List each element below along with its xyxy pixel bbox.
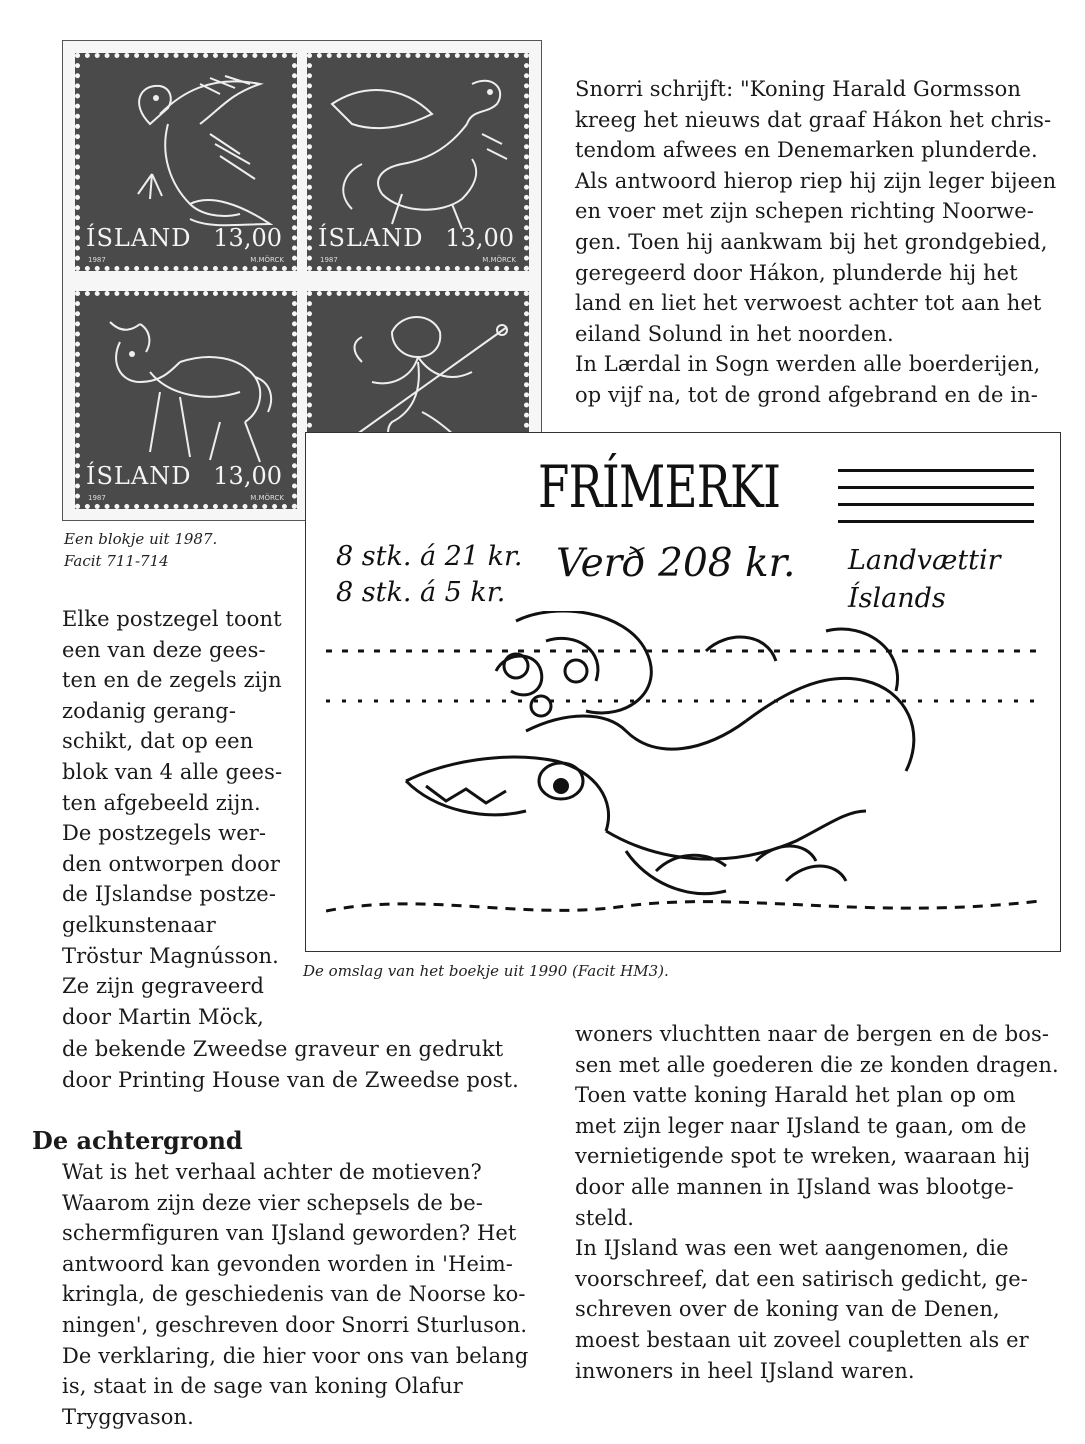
stamp-block-caption: Een blokje uit 1987. Facit 711-714 (64, 530, 218, 570)
cover-quantity-line-1: 8 stk. á 21 kr. (336, 541, 523, 572)
stamp-engraver-label: M.MÖRCK (250, 494, 284, 502)
paragraph-right-bottom: woners vluchtten naar de bergen en de bos- sen met alle goederen die ze konden dragen. Toen vatte koning Harald het plan op om met zijn leger naar IJsland te gaan, om de vernietigende spot te wreken, waaraan hij door alle mannen in IJsland was blootge- steld. In IJsland was een wet aangenomen, die voorschreef, dat een satirisch gedicht, ge- schreven over de koning van de Denen, moest bestaan uit zoveel coupletten als er inwoners in heel IJsland waren. (575, 1022, 1059, 1383)
cover-title: FRÍMERKI (538, 453, 781, 521)
cover-subtitle-line-1: Landvættir (848, 545, 1001, 576)
stamp-value-label: 13,00 (445, 224, 514, 252)
paragraph-left-bottom: Wat is het verhaal achter de motieven? Waarom zijn deze vier schepsels de be- schermfiguren van IJsland geworden? Het antwoord kan gevonden worden in 'Heim- kringla, de geschiedenis van de Noorse ko- ningen', geschreven door Snorri Sturluson. De verklaring, die hier voor ons van belang is, staat in de sage van koning Olafur Tryggvason. (62, 1160, 529, 1429)
paragraph-right-top: Snorri schrijft: "Koning Harald Gormsson kreeg het nieuws dat graaf Hákon het chris- tendom afwees en Denemarken plunderde. Als antwoord hierop riep hij zijn leger bijeen en voer met zijn schepen richting Noorwe- gen. Toen hij aankwam bij het grondgebied, geregeerd door Hákon, plunderde hij het land en liet het verwoest achter tot aan het eiland Solund in het noorden. In Lærdal in Sogn werden alle boerderijen, op vijf na, tot de grond afgebrand en de in- (575, 77, 1057, 407)
stamp-value-label: 13,00 (213, 224, 282, 252)
cover-price: Verð 208 kr. (556, 541, 796, 586)
booklet-cover-image (305, 432, 1061, 952)
cover-rule-lines (838, 469, 1034, 537)
cover-quantity-line-2: 8 stk. á 5 kr. (336, 577, 506, 608)
stamp-country-label: ÍSLAND (86, 462, 192, 490)
stamp-year-label: 1987 (88, 256, 106, 264)
stamp-country-label: ÍSLAND (86, 224, 192, 252)
bull-illustration (90, 302, 282, 472)
stamp-country-label: ÍSLAND (318, 224, 424, 252)
section-heading: De achtergrond (32, 1126, 243, 1155)
stamp-engraver-label: M.MÖRCK (482, 256, 516, 264)
stamp-dragon (307, 53, 529, 271)
cover-subtitle-line-2: Íslands (848, 583, 946, 614)
paragraph-left-narrow: Elke postzegel toont een van deze gees- ten en de zegels zijn zodanig gerang- schikt, dat op een blok van 4 alle gees- ten afgebeeld zijn. De postzegels wer- den ontworpen door de IJslandse postze- gelkunstenaar Tröstur Magnússon. Ze zijn gegraveerd door Martin Möck, (62, 607, 283, 1029)
stamp-eagle (75, 53, 297, 271)
stamp-year-label: 1987 (88, 494, 106, 502)
paragraph-left-wide: de bekende Zweedse graveur en gedrukt door Printing House van de Zweedse post. (62, 1037, 519, 1092)
sea-monster-illustration (326, 611, 1040, 941)
stamp-year-label: 1987 (320, 256, 338, 264)
booklet-cover-caption: De omslag van het boekje uit 1990 (Facit HM3). (303, 962, 669, 980)
dragon-illustration (322, 64, 514, 234)
stamp-value-label: 13,00 (213, 462, 282, 490)
stamp-bull (75, 291, 297, 509)
eagle-illustration (90, 64, 282, 234)
stamp-engraver-label: M.MÖRCK (250, 256, 284, 264)
